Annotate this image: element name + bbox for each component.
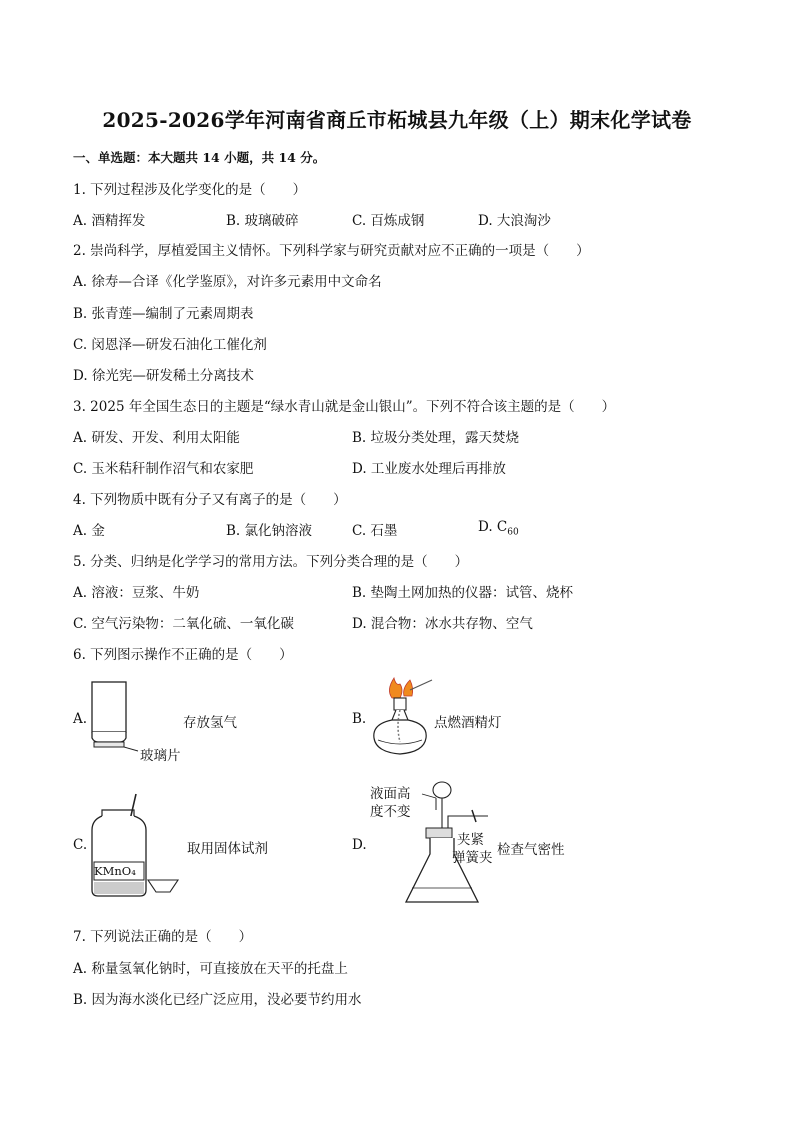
gas-jar-mouth	[92, 732, 126, 742]
q5-option-d: D. 混合物：冰水共存物、空气	[352, 616, 533, 632]
rubber-stopper	[426, 828, 452, 838]
bottle-solid	[94, 882, 144, 894]
glass-plate	[94, 742, 124, 747]
figure-d-caption: 检查气密性	[497, 842, 565, 858]
q2-option-b: B. 张青莲—编制了元素周期表	[73, 306, 254, 322]
question-3-stem: 3. 2025 年全国生态日的主题是“绿水青山就是金山银山”。下列不符合该主题的是（ ）	[73, 399, 616, 415]
q3-option-c: C. 玉米秸秆制作沼气和农家肥	[73, 461, 254, 477]
figure-c-caption: 取用固体试剂	[187, 841, 268, 857]
q2-option-c: C. 闵恩泽—研发石油化工催化剂	[73, 337, 267, 353]
q6-option-a: A.	[73, 711, 88, 727]
q7-option-b: B. 因为海水淡化已经广泛应用，没必要节约用水	[73, 992, 362, 1008]
q4-option-d-subscript: 60	[507, 527, 519, 538]
evaporating-dish	[148, 880, 178, 892]
lamp-body	[374, 720, 426, 754]
flame-right	[404, 680, 413, 696]
question-1-stem: 1. 下列过程涉及化学变化的是（ ）	[73, 182, 307, 198]
q4-option-a: A. 金	[73, 523, 105, 539]
lamp-wick-holder	[394, 698, 406, 710]
figure-b-caption: 点燃酒精灯	[434, 715, 502, 731]
funnel-bulb	[433, 782, 451, 798]
gas-jar-body	[92, 682, 126, 732]
bottle-label-text: KMnO₄	[94, 864, 136, 878]
clamp-label-2: 弹簧夹	[452, 850, 493, 866]
clamp-label-1: 夹紧	[457, 832, 484, 848]
page-title: 2025-2026学年河南省商丘市柘城县九年级（上）期末化学试卷	[102, 108, 692, 132]
q2-option-d: D. 徐光宪—研发稀土分离技术	[73, 368, 254, 384]
question-4-stem: 4. 下列物质中既有分子又有离子的是（ ）	[73, 492, 347, 508]
q4-option-d-label: D. C	[478, 519, 508, 535]
q5-option-b: B. 垫陶土网加热的仪器：试管、烧杯	[352, 585, 574, 601]
liquid-level-label-2: 度不变	[370, 804, 411, 820]
q6-option-b: B.	[352, 711, 367, 727]
q3-option-d: D. 工业废水处理后再排放	[352, 461, 506, 477]
liquid-level-label-1: 液面高	[370, 786, 411, 802]
q4-option-b: B. 氯化钠溶液	[226, 523, 313, 539]
q1-option-d: D. 大浪淘沙	[478, 213, 551, 229]
bottle-mouth	[102, 810, 134, 816]
question-6-stem: 6. 下列图示操作不正确的是（ ）	[73, 647, 293, 663]
q5-option-c: C. 空气污染物：二氧化硫、一氧化碳	[73, 616, 294, 632]
level-pointer	[422, 794, 436, 798]
flask-setup-figure	[396, 780, 506, 910]
q1-option-b: B. 玻璃破碎	[226, 213, 299, 229]
q5-option-a: A. 溶液：豆浆、牛奶	[73, 585, 200, 601]
q1-option-c: C. 百炼成钢	[352, 213, 425, 229]
section-heading: 一、单选题：本大题共 14 小题，共 14 分。	[73, 150, 326, 165]
q4-option-c: C. 石墨	[352, 523, 398, 539]
q3-option-b: B. 垃圾分类处理，露天焚烧	[352, 430, 520, 446]
question-7-stem: 7. 下列说法正确的是（ ）	[73, 929, 253, 945]
q2-option-a: A. 徐寿—合译《化学鉴原》，对许多元素用中文命名	[73, 274, 382, 290]
q4-option-d	[478, 519, 519, 538]
q3-option-a: A. 研发、开发、利用太阳能	[73, 430, 240, 446]
match-stick	[410, 680, 432, 690]
figure-a-caption: 存放氢气	[183, 715, 237, 731]
q6-option-d: D.	[352, 837, 367, 853]
q6-option-c: C.	[73, 837, 88, 853]
delivery-tube	[448, 816, 488, 828]
q7-option-a: A. 称量氢氧化钠时，可直接放在天平的托盘上	[73, 961, 348, 977]
flame-left	[389, 678, 402, 698]
alcohol-lamp-figure	[366, 676, 436, 766]
glass-plate-pointer	[124, 747, 138, 751]
q1-option-a: A. 酒精挥发	[73, 213, 146, 229]
question-2-stem: 2. 崇尚科学，厚植爱国主义情怀。下列科学家与研究贡献对应不正确的一项是（ ）	[73, 243, 590, 259]
glass-plate-label: 玻璃片	[140, 748, 181, 764]
question-5-stem: 5. 分类、归纳是化学学习的常用方法。下列分类合理的是（ ）	[73, 554, 469, 570]
reagent-bottle-figure	[88, 790, 198, 900]
